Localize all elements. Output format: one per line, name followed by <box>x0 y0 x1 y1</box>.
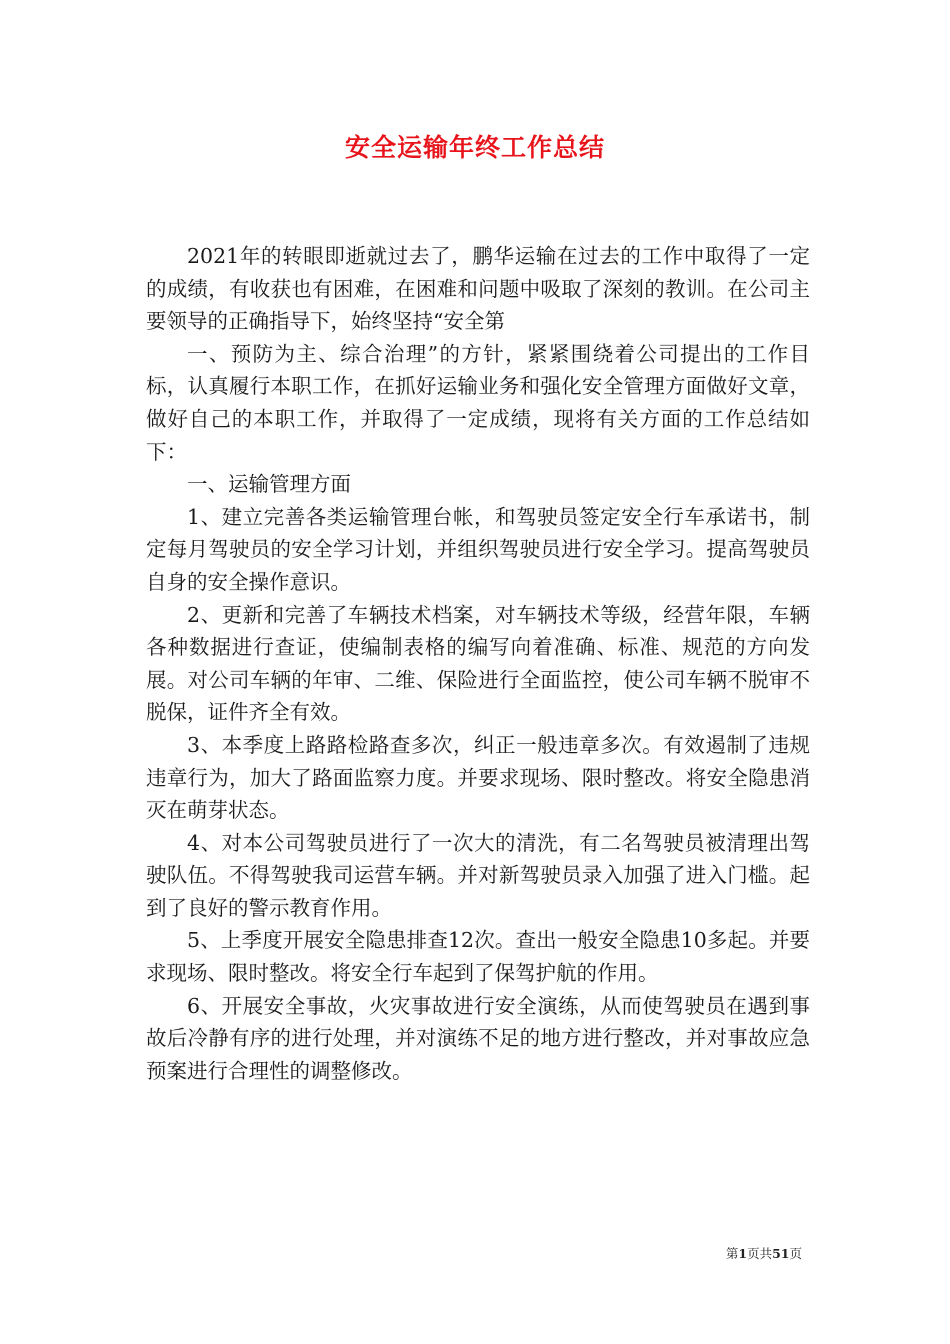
current-page-number: 1 <box>738 1246 748 1261</box>
document-title: 安全运输年终工作总结 <box>344 133 605 162</box>
document-body <box>146 240 810 1087</box>
list-item: 4、对本公司驾驶员进行了一次大的清洗，有二名驾驶员被清理出驾驶队伍。不得驾驶我司运营车辆。并对新驾驶员录入加强了进入门槛。起到了良好的警示教育作用。 <box>146 830 810 920</box>
list-item: 3、本季度上路路检路查多次，纠正一般违章多次。有效遏制了违规违章行为，加大了路面监察力度。并要求现场、限时整改。将安全隐患消灭在萌芽状态。 <box>146 732 810 823</box>
section-heading: 一、运输管理方面 <box>187 472 351 497</box>
paragraph-intro: 2021年的转眼即逝就过去了，鹏华运输在过去的工作中取得了一定的成绩，有收获也有困难，在困难和问题中吸取了深刻的教训。在公司主要领导的正确指导下，始终坚持“安全第 <box>146 244 810 334</box>
total-page-count: 51 <box>772 1246 790 1261</box>
footer-middle: 页共 <box>747 1246 773 1261</box>
paragraph-policy: 一、预防为主、综合治理”的方针，紧紧围绕着公司提出的工作目标，认真履行本职工作，在抓好运输业务和强化安全管理方面做好文章，做好自己的本职工作，并取得了一定成绩，现将有关方面的工作总结如下： <box>146 341 810 464</box>
footer-prefix: 第 <box>725 1246 739 1261</box>
page-footer <box>726 1246 802 1262</box>
footer-suffix: 页 <box>789 1246 802 1261</box>
list-item: 2、更新和完善了车辆技术档案，对车辆技术等级，经营年限，车辆各种数据进行查证，使编制表格的编写向着准确、标准、规范的方向发展。对公司车辆的年审、二维、保险进行全面监控，使公司车辆不脱审不脱保，证件齐全有效。 <box>146 602 810 725</box>
list-item: 1、建立完善各类运输管理台帐，和驾驶员签定安全行车承诺书，制定每月驾驶员的安全学习计划，并组织驾驶员进行安全学习。提高驾驶员自身的安全操作意识。 <box>146 504 810 594</box>
list-item: 6、开展安全事故，火灾事故进行安全演练，从而使驾驶员在遇到事故后冷静有序的进行处理，并对演练不足的地方进行整改，并对事故应急预案进行合理性的调整修改。 <box>146 993 810 1083</box>
list-item: 5、上季度开展安全隐患排查12次。查出一般安全隐患10多起。并要求现场、限时整改。将安全行车起到了保驾护航的作用。 <box>146 928 810 986</box>
